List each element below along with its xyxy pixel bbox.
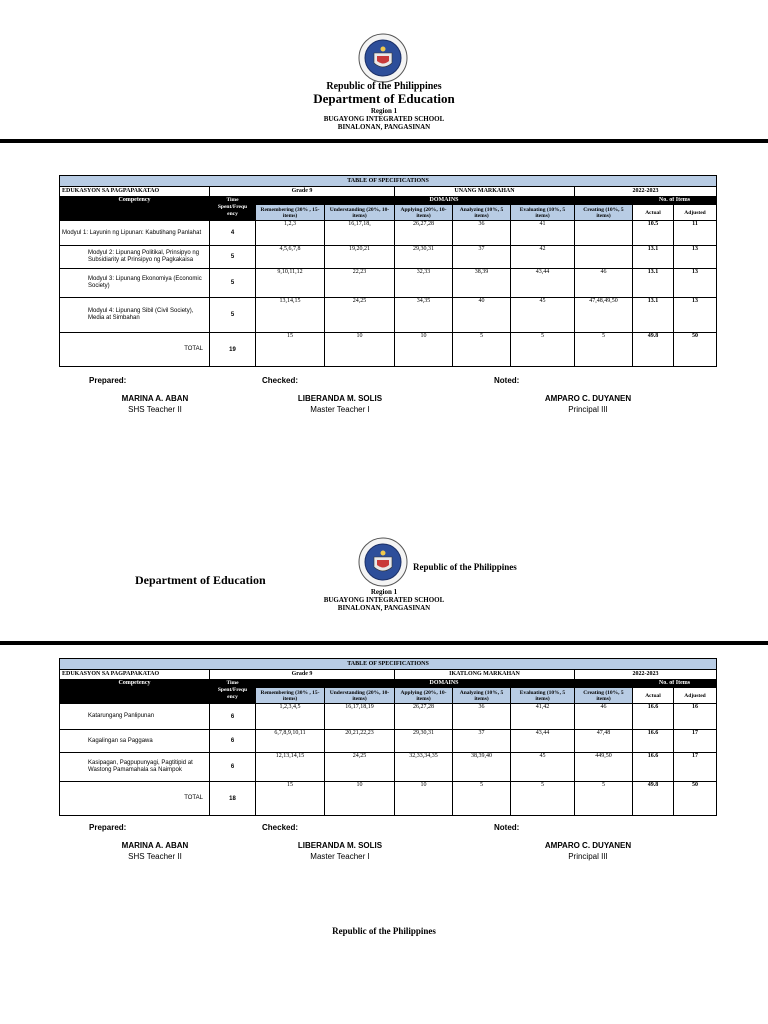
analyzing-cell: 37 (453, 246, 511, 269)
understanding-header: Understanding (20%, 10-items) (325, 205, 395, 221)
total-remembering-cell: 15 (256, 333, 325, 367)
evaluating-header: Evaluating (10%, 5 items) (511, 205, 575, 221)
actual-cell: 16.6 (633, 704, 674, 730)
total-applying-cell: 10 (395, 333, 453, 367)
header-divider (0, 641, 768, 645)
creating-cell: 46 (575, 704, 633, 730)
competency-header: Competency (60, 197, 210, 221)
table-row (60, 269, 717, 298)
remembering-cell: 1,2,3,4,5 (256, 704, 325, 730)
analyzing-cell: 36 (453, 704, 511, 730)
remembering-cell: 9,10,11,12 (256, 269, 325, 298)
total-analyzing-cell: 5 (453, 782, 511, 816)
table-title: TABLE OF SPECIFICATIONS (60, 176, 717, 187)
deped-seal-icon (358, 537, 408, 587)
understanding-cell: 20,21,22,23 (325, 730, 395, 753)
actual-header: Actual (633, 688, 674, 704)
evaluating-cell: 41,42 (511, 704, 575, 730)
header-divider (0, 139, 768, 143)
time-cell: 5 (210, 269, 256, 298)
creating-cell: 47,48,49,50 (575, 298, 633, 333)
prepared-name: MARINA A. ABAN (121, 394, 189, 403)
competency-header: Competency (60, 680, 210, 704)
total-understanding-cell: 10 (325, 333, 395, 367)
analyzing-cell: 40 (453, 298, 511, 333)
prepared-title: SHS Teacher II (128, 852, 182, 861)
quarter-label: IKATLONG MARKAHAN (395, 670, 575, 680)
topic-cell: Kagalingan sa Paggawa (60, 730, 210, 753)
understanding-cell: 16,17,18,19 (325, 704, 395, 730)
no-of-items-header: No. of Items (633, 197, 717, 205)
total-actual-cell: 49.8 (633, 333, 674, 367)
applying-cell: 34,35 (395, 298, 453, 333)
time-cell: 6 (210, 753, 256, 782)
adjusted-header: Adjusted (674, 688, 717, 704)
checked-title: Master Teacher I (310, 852, 370, 861)
creating-header: Creating (10%, 5 items) (575, 688, 633, 704)
topic-cell: Kasipagan, Pagpupunyagi, Pagtitipid at Wastong Pamamahala sa Naimpok (60, 753, 210, 782)
republic-heading: Republic of the Philippines (413, 562, 517, 572)
school-location: BINALONAN, PANGASINAN (337, 123, 431, 131)
topic-cell: Modyul 2: Lipunang Politikal, Prinsipyo ng Subsidiarity at Prinsipyo ng Pagkakaisa (60, 246, 210, 269)
total-row (60, 782, 717, 816)
actual-cell: 13.1 (633, 269, 674, 298)
tos-table-first-quarter (59, 175, 717, 367)
department-heading: Department of Education (135, 573, 266, 587)
understanding-cell: 16,17,18, (325, 221, 395, 246)
total-actual-cell: 49.8 (633, 782, 674, 816)
adjusted-cell: 13 (674, 298, 717, 333)
school-name: BUGAYONG INTEGRATED SCHOOL (323, 115, 445, 123)
deped-seal-icon (358, 33, 408, 83)
total-time-cell: 18 (210, 782, 256, 816)
prepared-title: SHS Teacher II (128, 405, 182, 414)
no-of-items-header: No. of Items (633, 680, 717, 688)
noted-label: Noted: (494, 376, 520, 385)
subject-label: EDUKASYON SA PAGPAPAKATAO (60, 670, 210, 680)
actual-cell: 16.6 (633, 753, 674, 782)
table-row (60, 221, 717, 246)
total-row (60, 333, 717, 367)
total-remembering-cell: 15 (256, 782, 325, 816)
evaluating-cell: 45 (511, 298, 575, 333)
applying-cell: 32,33 (395, 269, 453, 298)
actual-header: Actual (633, 205, 674, 221)
creating-cell: 47,48 (575, 730, 633, 753)
total-understanding-cell: 10 (325, 782, 395, 816)
region-label: Region 1 (370, 588, 398, 596)
noted-name: AMPARO C. DUYANEN (544, 394, 632, 403)
total-label: TOTAL (60, 333, 210, 367)
adjusted-cell: 13 (674, 269, 717, 298)
table-row (60, 704, 717, 730)
applying-cell: 29,30,31 (395, 730, 453, 753)
creating-cell: 449,50 (575, 753, 633, 782)
time-cell: 5 (210, 298, 256, 333)
remembering-cell: 1,2,3 (256, 221, 325, 246)
total-adjusted-cell: 50 (674, 782, 717, 816)
quarter-label: UNANG MARKAHAN (395, 187, 575, 197)
noted-title: Principal III (568, 852, 608, 861)
time-cell: 6 (210, 730, 256, 753)
actual-cell: 13.1 (633, 246, 674, 269)
domains-header: DOMAINS (256, 680, 633, 688)
subject-label: EDUKASYON SA PAGPAPAKATAO (60, 187, 210, 197)
time-cell: 4 (210, 221, 256, 246)
actual-cell: 13.1 (633, 298, 674, 333)
adjusted-cell: 13 (674, 246, 717, 269)
evaluating-cell: 42 (511, 246, 575, 269)
school-year-label: 2022-2023 (575, 670, 717, 680)
school-year-label: 2022-2023 (575, 187, 717, 197)
adjusted-header: Adjusted (674, 205, 717, 221)
understanding-cell: 24,25 (325, 298, 395, 333)
analyzing-cell: 37 (453, 730, 511, 753)
adjusted-cell: 16 (674, 704, 717, 730)
applying-cell: 26,27,28 (395, 221, 453, 246)
remembering-header: Remembering (30% , 15-items) (256, 688, 325, 704)
understanding-cell: 19,20,21 (325, 246, 395, 269)
topic-cell: Modyul 3: Lipunang Ekonomiya (Economic Society) (60, 269, 210, 298)
total-evaluating-cell: 5 (511, 333, 575, 367)
adjusted-cell: 17 (674, 730, 717, 753)
republic-heading: Republic of the Philippines (332, 926, 436, 936)
evaluating-header: Evaluating (10%, 5 items) (511, 688, 575, 704)
remembering-cell: 6,7,8,9,10,11 (256, 730, 325, 753)
noted-title: Principal III (568, 405, 608, 414)
creating-cell: 46 (575, 269, 633, 298)
prepared-label: Prepared: (89, 823, 127, 832)
time-header: Time Spent/Frequ ency (210, 680, 256, 704)
evaluating-cell: 45 (511, 753, 575, 782)
time-cell: 5 (210, 246, 256, 269)
evaluating-cell: 43,44 (511, 269, 575, 298)
adjusted-cell: 11 (674, 221, 717, 246)
adjusted-cell: 17 (674, 753, 717, 782)
applying-cell: 29,30,31 (395, 246, 453, 269)
checked-name: LIBERANDA M. SOLIS (297, 841, 383, 850)
table-row (60, 730, 717, 753)
applying-cell: 32,33,34,35 (395, 753, 453, 782)
total-creating-cell: 5 (575, 782, 633, 816)
creating-cell (575, 246, 633, 269)
understanding-header: Understanding (20%, 10-items) (325, 688, 395, 704)
understanding-cell: 24,25 (325, 753, 395, 782)
table-title: TABLE OF SPECIFICATIONS (60, 659, 717, 670)
understanding-cell: 22,23 (325, 269, 395, 298)
checked-name: LIBERANDA M. SOLIS (297, 394, 383, 403)
grade-label: Grade 9 (210, 670, 395, 680)
checked-title: Master Teacher I (310, 405, 370, 414)
total-adjusted-cell: 50 (674, 333, 717, 367)
actual-cell: 10.5 (633, 221, 674, 246)
school-location: BINALONAN, PANGASINAN (337, 604, 431, 612)
total-creating-cell: 5 (575, 333, 633, 367)
total-applying-cell: 10 (395, 782, 453, 816)
school-name: BUGAYONG INTEGRATED SCHOOL (323, 596, 445, 604)
total-time-cell: 19 (210, 333, 256, 367)
analyzing-cell: 36 (453, 221, 511, 246)
analyzing-header: Analyzing (10%, 5 items) (453, 205, 511, 221)
topic-cell: Modyul 4: Lipunang Sibil (Civil Society), Media at Simbahan (60, 298, 210, 333)
noted-label: Noted: (494, 823, 520, 832)
time-cell: 6 (210, 704, 256, 730)
remembering-cell: 4,5,6,7,8 (256, 246, 325, 269)
table-row (60, 246, 717, 269)
domains-header: DOMAINS (256, 197, 633, 205)
total-label: TOTAL (60, 782, 210, 816)
grade-label: Grade 9 (210, 187, 395, 197)
analyzing-cell: 38,39,40 (453, 753, 511, 782)
prepared-name: MARINA A. ABAN (121, 841, 189, 850)
prepared-label: Prepared: (89, 376, 127, 385)
creating-header: Creating (10%, 5 items) (575, 205, 633, 221)
remembering-header: Remembering (30% , 15-items) (256, 205, 325, 221)
analyzing-cell: 38,39 (453, 269, 511, 298)
applying-cell: 26,27,28 (395, 704, 453, 730)
total-analyzing-cell: 5 (453, 333, 511, 367)
checked-label: Checked: (262, 376, 299, 385)
evaluating-cell: 41 (511, 221, 575, 246)
region-label: Region 1 (370, 107, 398, 115)
checked-label: Checked: (262, 823, 299, 832)
topic-cell: Modyul 1: Layunin ng Lipunan: Kabutihang Panlahat (60, 221, 210, 246)
creating-cell (575, 221, 633, 246)
applying-header: Applying (20%, 10-items) (395, 688, 453, 704)
noted-name: AMPARO C. DUYANEN (544, 841, 632, 850)
table-row (60, 298, 717, 333)
department-heading: Department of Education (313, 91, 455, 106)
total-evaluating-cell: 5 (511, 782, 575, 816)
tos-table-third-quarter (59, 658, 717, 816)
topic-cell: Katarungang Panlipunan (60, 704, 210, 730)
applying-header: Applying (20%, 10-items) (395, 205, 453, 221)
actual-cell: 16.6 (633, 730, 674, 753)
remembering-cell: 13,14,15 (256, 298, 325, 333)
republic-heading: Republic of the Philippines (326, 81, 442, 92)
table-row (60, 753, 717, 782)
analyzing-header: Analyzing (10%, 5 items) (453, 688, 511, 704)
evaluating-cell: 43,44 (511, 730, 575, 753)
time-header: Time Spent/Frequ ency (210, 197, 256, 221)
remembering-cell: 12,13,14,15 (256, 753, 325, 782)
